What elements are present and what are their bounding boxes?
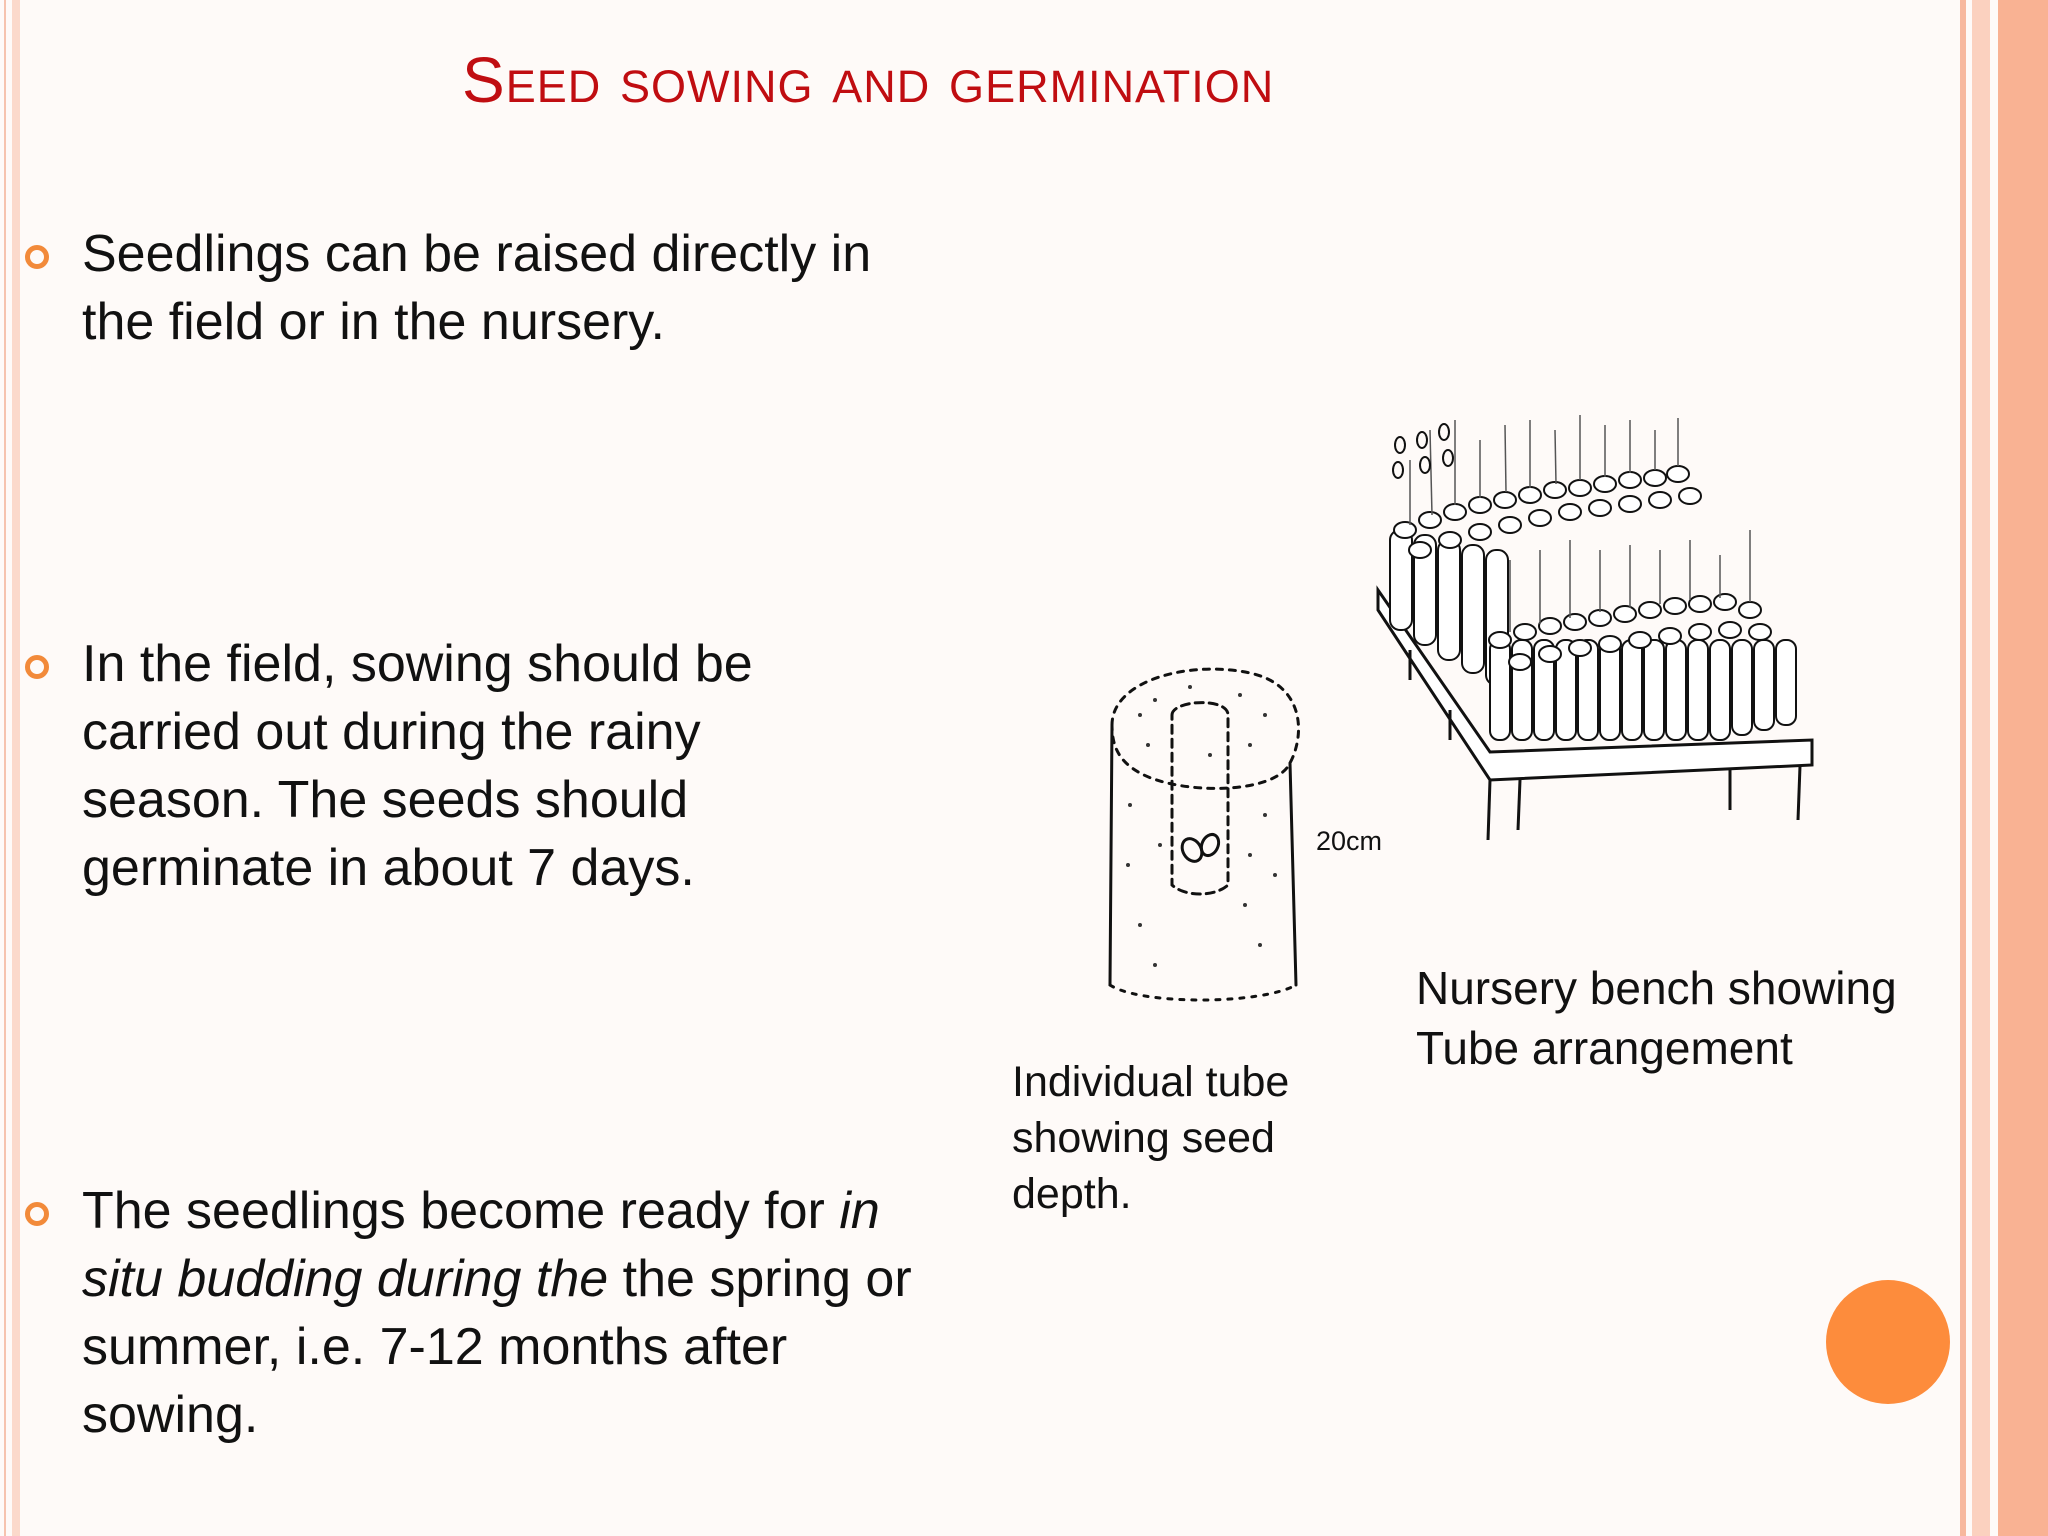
decorative-circle [1826,1280,1950,1404]
frame-border-right-middle [1972,0,1990,1536]
bullet-3-text-end: the spring or summer, i.e. 7-12 months after sowing. [82,1250,912,1444]
bullet-2-text: In the field, sowing should be carried out during the rainy season. The seeds should germinate in about 7 days. [82,635,753,897]
tube-caption: Individual tube showing seed depth. [1012,1058,1290,1218]
frame-border-right [1998,0,2048,1536]
bullet-3-text-start: The seedlings become ready for [82,1182,840,1240]
seed-icon [1178,832,1222,865]
bullet-2 [82,630,872,902]
slide-title [462,42,1274,119]
bullet-3-italic: in situ budding during the [82,1182,880,1308]
bullet-3 [82,1177,952,1449]
bullet-1-text: Seedlings can be raised directly in the field or in the nursery. [82,225,872,351]
tube-height-label: 20cm [1316,826,1383,856]
frame-border-right-inner [1960,0,1966,1536]
ring-bullet-icon [25,245,49,269]
bench-caption: Nursery bench showing Tube arrangement [1416,962,1897,1074]
bullet-1 [82,220,942,356]
ring-bullet-icon [25,1202,49,1226]
title-text: Seed sowing and germination [462,44,1275,116]
frame-border-left [4,0,6,1536]
frame-border-left-inner [12,0,20,1536]
individual-tube-illustration [1100,655,1340,1015]
nursery-bench-illustration [1370,400,1830,860]
ring-bullet-icon [25,655,49,679]
